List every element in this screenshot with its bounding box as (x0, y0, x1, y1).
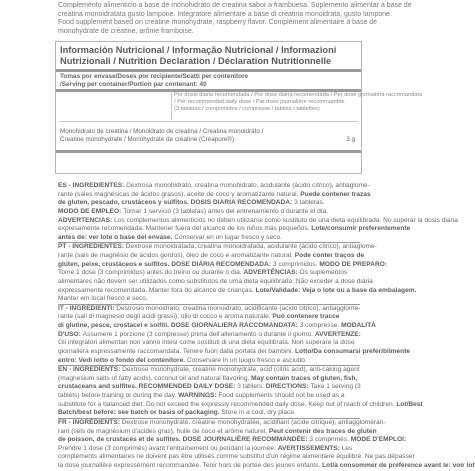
bold-text-segment: Peut contenir des traces de gluten (268, 427, 377, 435)
dose-line: Por dosis diaria recomendada / Por dose diária recomendada / Per dose giornaliera raccomandata (174, 92, 423, 98)
label-text-line (58, 400, 423, 410)
text-segment: Dextrose monohydraté, créatine monohydratée, acidifiant (acide citrique), antiaggloméran- (121, 418, 386, 426)
text-segment: Take 1 serving (3 (310, 383, 361, 391)
text-segment: Prendre 1 dose (3 comprimés) avant l'entraînement ou pendant la journée. (58, 444, 278, 452)
bold-text-segment: MODE D'EMPLOI: (350, 436, 407, 444)
bold-text-segment: MODO DE EMPLEO: (58, 207, 124, 215)
label-text-line (58, 453, 415, 462)
label-text-line (58, 445, 360, 454)
nutrition-title-line: Nutrizionali / Nutrition Declaration / Déclaration Nutritionnelle (60, 56, 332, 66)
bold-text-segment: AVVERTENZE: (314, 330, 361, 338)
text-segment: giornaliera espressamente raccomandata. Tenere fuori dalla portata dei bambini. (58, 347, 296, 355)
serving-line: /Serving per container/Portion par contenant: 40 (60, 80, 207, 88)
label-text-line (58, 331, 360, 340)
text-segment: 3 compresse. (299, 322, 342, 329)
dose-line: (3 tabletas / comprimidos / compresse / tablets / tablettes) (174, 106, 320, 112)
bold-text-segment: FR - INGRÉDIENTS: (58, 418, 122, 426)
label-text-line (58, 357, 360, 366)
text-segment: Conservare in un luogo fresco e asciutto. (186, 356, 307, 364)
bold-text-segment: WARNINGS: (178, 392, 219, 399)
text-segment: Gli integratori alimentari non vanno intesi come sostituti di una dieta equilibrata. Non superare la dose (58, 339, 355, 347)
bold-text-segment: May contain traces of gluten, fish, (251, 374, 358, 382)
bold-text-segment: de gluten, pescado, crustáceos y sulfitos. DOSIS DIARIA RECOMENDADA: (58, 199, 295, 207)
text-segment: Los complementos alimenticios no deben utilizarse como sustituto de una dieta equilibrada. No superar la dosis diaria (114, 216, 458, 224)
bold-text-segment: antes de: ver lote o base del envase. (58, 233, 175, 241)
label-text-line (58, 295, 360, 304)
label-text-line (58, 392, 360, 401)
bold-text-segment: EN - INGREDIENTS: (58, 366, 123, 374)
panel-divider (59, 121, 358, 122)
text-segment: la dose journalière expressément recommandée. Tenir hors de portée des jeunes enfants. (58, 462, 323, 469)
text-segment: tablets) before training or during the day. (58, 392, 179, 399)
bold-text-segment: Lot/à consommer de préférence avant le: voir lot (322, 462, 475, 469)
text-segment: substitute for a balanced diet. Do not exceed the expressly recommended daily dose. Keep out of reach of children. (58, 400, 397, 408)
intro-description (58, 2, 412, 36)
bold-text-segment: entro: Vedi lotto o fondo del contenitore. (58, 356, 187, 364)
label-text-line (58, 286, 417, 296)
bold-text-segment: Batch/best before: see batch or basis of packaging. (58, 409, 222, 417)
label-text-line (58, 366, 360, 375)
ingredient-line: Creatine monohydrate / Monohydrate de créatine (Creapure®) (60, 136, 235, 143)
bold-text-segment: de poisson, de crustacés et de sulfites. DOSE JOURNALIÈRE RECOMMANDÉE: (58, 436, 310, 444)
label-text-line (58, 234, 360, 243)
label-text-line (58, 182, 370, 191)
panel-divider (56, 150, 361, 153)
text-segment: Store in a cool, dry place. (221, 409, 296, 417)
bold-text-segment: Lotto/Da consumarsi preferibilmente (295, 347, 411, 355)
label-text-line (58, 305, 360, 314)
ingredient-amount: 3 g (346, 136, 355, 143)
label-text-line (58, 208, 360, 217)
servings-per-container (60, 73, 358, 88)
bold-text-segment: ES - INGREDIENTES: (58, 182, 127, 189)
label-text-line (58, 322, 376, 331)
bold-text-segment: Può contenere tracce (272, 313, 340, 321)
label-text-line (58, 427, 377, 437)
text-segment: rante (sali di magnesio degli acidi grassi), olio di cocco e aroma naturale. (58, 313, 273, 321)
bold-text-segment: Puede contener trazas (300, 190, 371, 198)
nutrition-title-line: Información Nutricional / Informação Nutricional / Informazioni (60, 45, 337, 55)
bold-text-segment: MODO DE PREPARO: (319, 260, 388, 268)
bold-text-segment: Lote/Validade: Veja o lote ou a base da embalagem. (255, 286, 417, 294)
text-segment: 3 comprimidos. (272, 260, 320, 268)
bold-text-segment: AVERTISSEMENTS: (277, 444, 342, 452)
text-segment: Les (341, 444, 353, 452)
text-segment: alimentares não devem ser utilizados como substitutos de uma dieta equilibrada. Não exceder a dose diária (58, 277, 373, 285)
text-segment: Assumere 1 porzione (3 compresse) prima dell'allenamento o durante il giorno. (82, 330, 315, 338)
label-text-line (58, 277, 373, 287)
panel-divider (56, 69, 361, 72)
bold-text-segment: DIRECTIONS: (265, 383, 311, 391)
bold-text-segment: D'USO: (58, 330, 83, 338)
text-segment: Destrosio monoidrato, creatina monoidrato, acidificante (acido citrico), antiagglome- (116, 304, 361, 312)
bold-text-segment: ADVERTENCIAS: (58, 216, 115, 224)
label-text-line (58, 199, 360, 208)
text-segment: Conservar en un lugar fresco y seco. (174, 233, 282, 241)
daily-dose-header (174, 92, 423, 113)
bold-text-segment: di glutine, pesce, crostacei e solfiti. DOSE GIORNALIERA RACCOMANDATA: (58, 322, 300, 329)
text-segment: 3 tabletas. (294, 199, 325, 207)
nutrition-panel (55, 41, 423, 174)
label-text-line (58, 216, 458, 226)
dose-line: / Per recommended daily dose / Par dose journalière recommandée (174, 99, 345, 105)
label-text-line (58, 252, 365, 261)
label-text-line (58, 339, 360, 348)
label-text-line (58, 313, 360, 322)
text-segment: Food supplements should not be used as a (218, 392, 345, 399)
bold-text-segment: Lot/Best (396, 400, 423, 408)
bold-text-segment: MODALITÀ (341, 322, 376, 329)
bold-text-segment: Pode conter traços de (294, 252, 365, 259)
text-segment: expressamente recomendada. Manter fora do alcance de crianças. (58, 286, 256, 294)
bold-text-segment: IT - INGREDIENTI: (58, 304, 117, 312)
text-segment: Dextrose monoidratada, creatina monoidratada, acidulante (ácido cítrico), antiaglome- (125, 243, 377, 251)
intro-line: monohydrate de créatine, arôme framboise. (58, 27, 194, 35)
label-text-line (58, 418, 386, 428)
label-text-line (58, 375, 360, 384)
ingredient-line: Monohidrato de creatina / Monoidrato de creatina / Creatina monoidrato / (60, 128, 264, 135)
text-segment: Dextrosa monohidrato, creatina monohidrato, acidulante (ácido cítrico), antiaglome- (126, 182, 370, 189)
intro-line: Food supplement based on creatine monohydrate, raspberry flavor. Complément alimentaire à base de (58, 19, 378, 27)
text-segment: 3 tablets. (237, 383, 266, 391)
label-text-line (58, 436, 407, 445)
label-text-line (58, 347, 411, 357)
serving-line: Tomas por envase/Doses por recipiente/Scatti per contenitore (60, 73, 249, 80)
text-segment: rant (sels de magnésium d'acides gras), huile de coco et arôme naturel. (58, 427, 269, 435)
text-segment: rante (sales magnésicas de ácidos grasos), aceite de coco y aromatizante natural. (58, 190, 301, 198)
text-segment: Os suplementos (299, 269, 348, 277)
bold-text-segment: glúten, peixe, crustáceos e sulfitos. DOSE DIÁRIA RECOMENDADA: (58, 260, 273, 268)
ingredient-name (60, 128, 300, 144)
bold-text-segment: crustaceans and sulfites. RECOMMENDED DAILY DOSE: (58, 383, 238, 391)
label-text-line (58, 225, 411, 234)
text-segment: compléments alimentaires ne doivent pas être utilisés comme substitut d'un régime alimentaire équilibré. Ne pas dépasser (58, 453, 415, 461)
multilingual-label-text (58, 182, 475, 471)
label-text-line (58, 269, 360, 278)
text-segment: 3 comprimés. (309, 436, 351, 444)
text-segment: expresamente recomendada. Mantener fuera del alcance de los niños más pequeños. (58, 225, 312, 233)
label-text-line (58, 383, 360, 392)
bold-text-segment: Lote/consumir preferentemente (311, 225, 411, 233)
text-segment: Manter em local fresco e seco. (58, 295, 148, 303)
column-divider (171, 91, 172, 120)
label-text-line (58, 190, 371, 200)
nutrition-title (60, 45, 358, 67)
intro-line: creatina monoidratata gusto lampone. Integratore alimentare a base di creatina monoidrata, gusto lampone. (58, 10, 392, 18)
text-segment: rante (sais de magnésio de ácidos gordos), óleo de coco e aromatizante natural. (58, 252, 295, 259)
intro-line: Complemento alimenticio a base de monohidrato de creatina sabor a frambuesa. Suplemento alimentar à base de (58, 2, 412, 9)
text-segment: Tomar 1 servicio (3 tabletas) antes del entrenamiento o durante el día. (123, 207, 329, 215)
text-segment: Tome 1 dose (3 comprimidos) antes do treino ou durante o dia. (58, 269, 244, 277)
text-segment: (magnesium salts of fatty acids), coconut oil and natural flavoring. (58, 374, 252, 382)
label-text-line (58, 260, 388, 270)
text-segment: Dextrose monohydrate, creatine monohydrate, acid (citric acid), anti-caking agent (122, 366, 360, 374)
label-text-line (58, 409, 360, 418)
label-text-line (58, 462, 475, 471)
bold-text-segment: PT - INGREDIENTES: (58, 243, 126, 251)
bold-text-segment: ADVERTÊNCIAS: (243, 269, 300, 277)
label-text-line (58, 243, 377, 252)
